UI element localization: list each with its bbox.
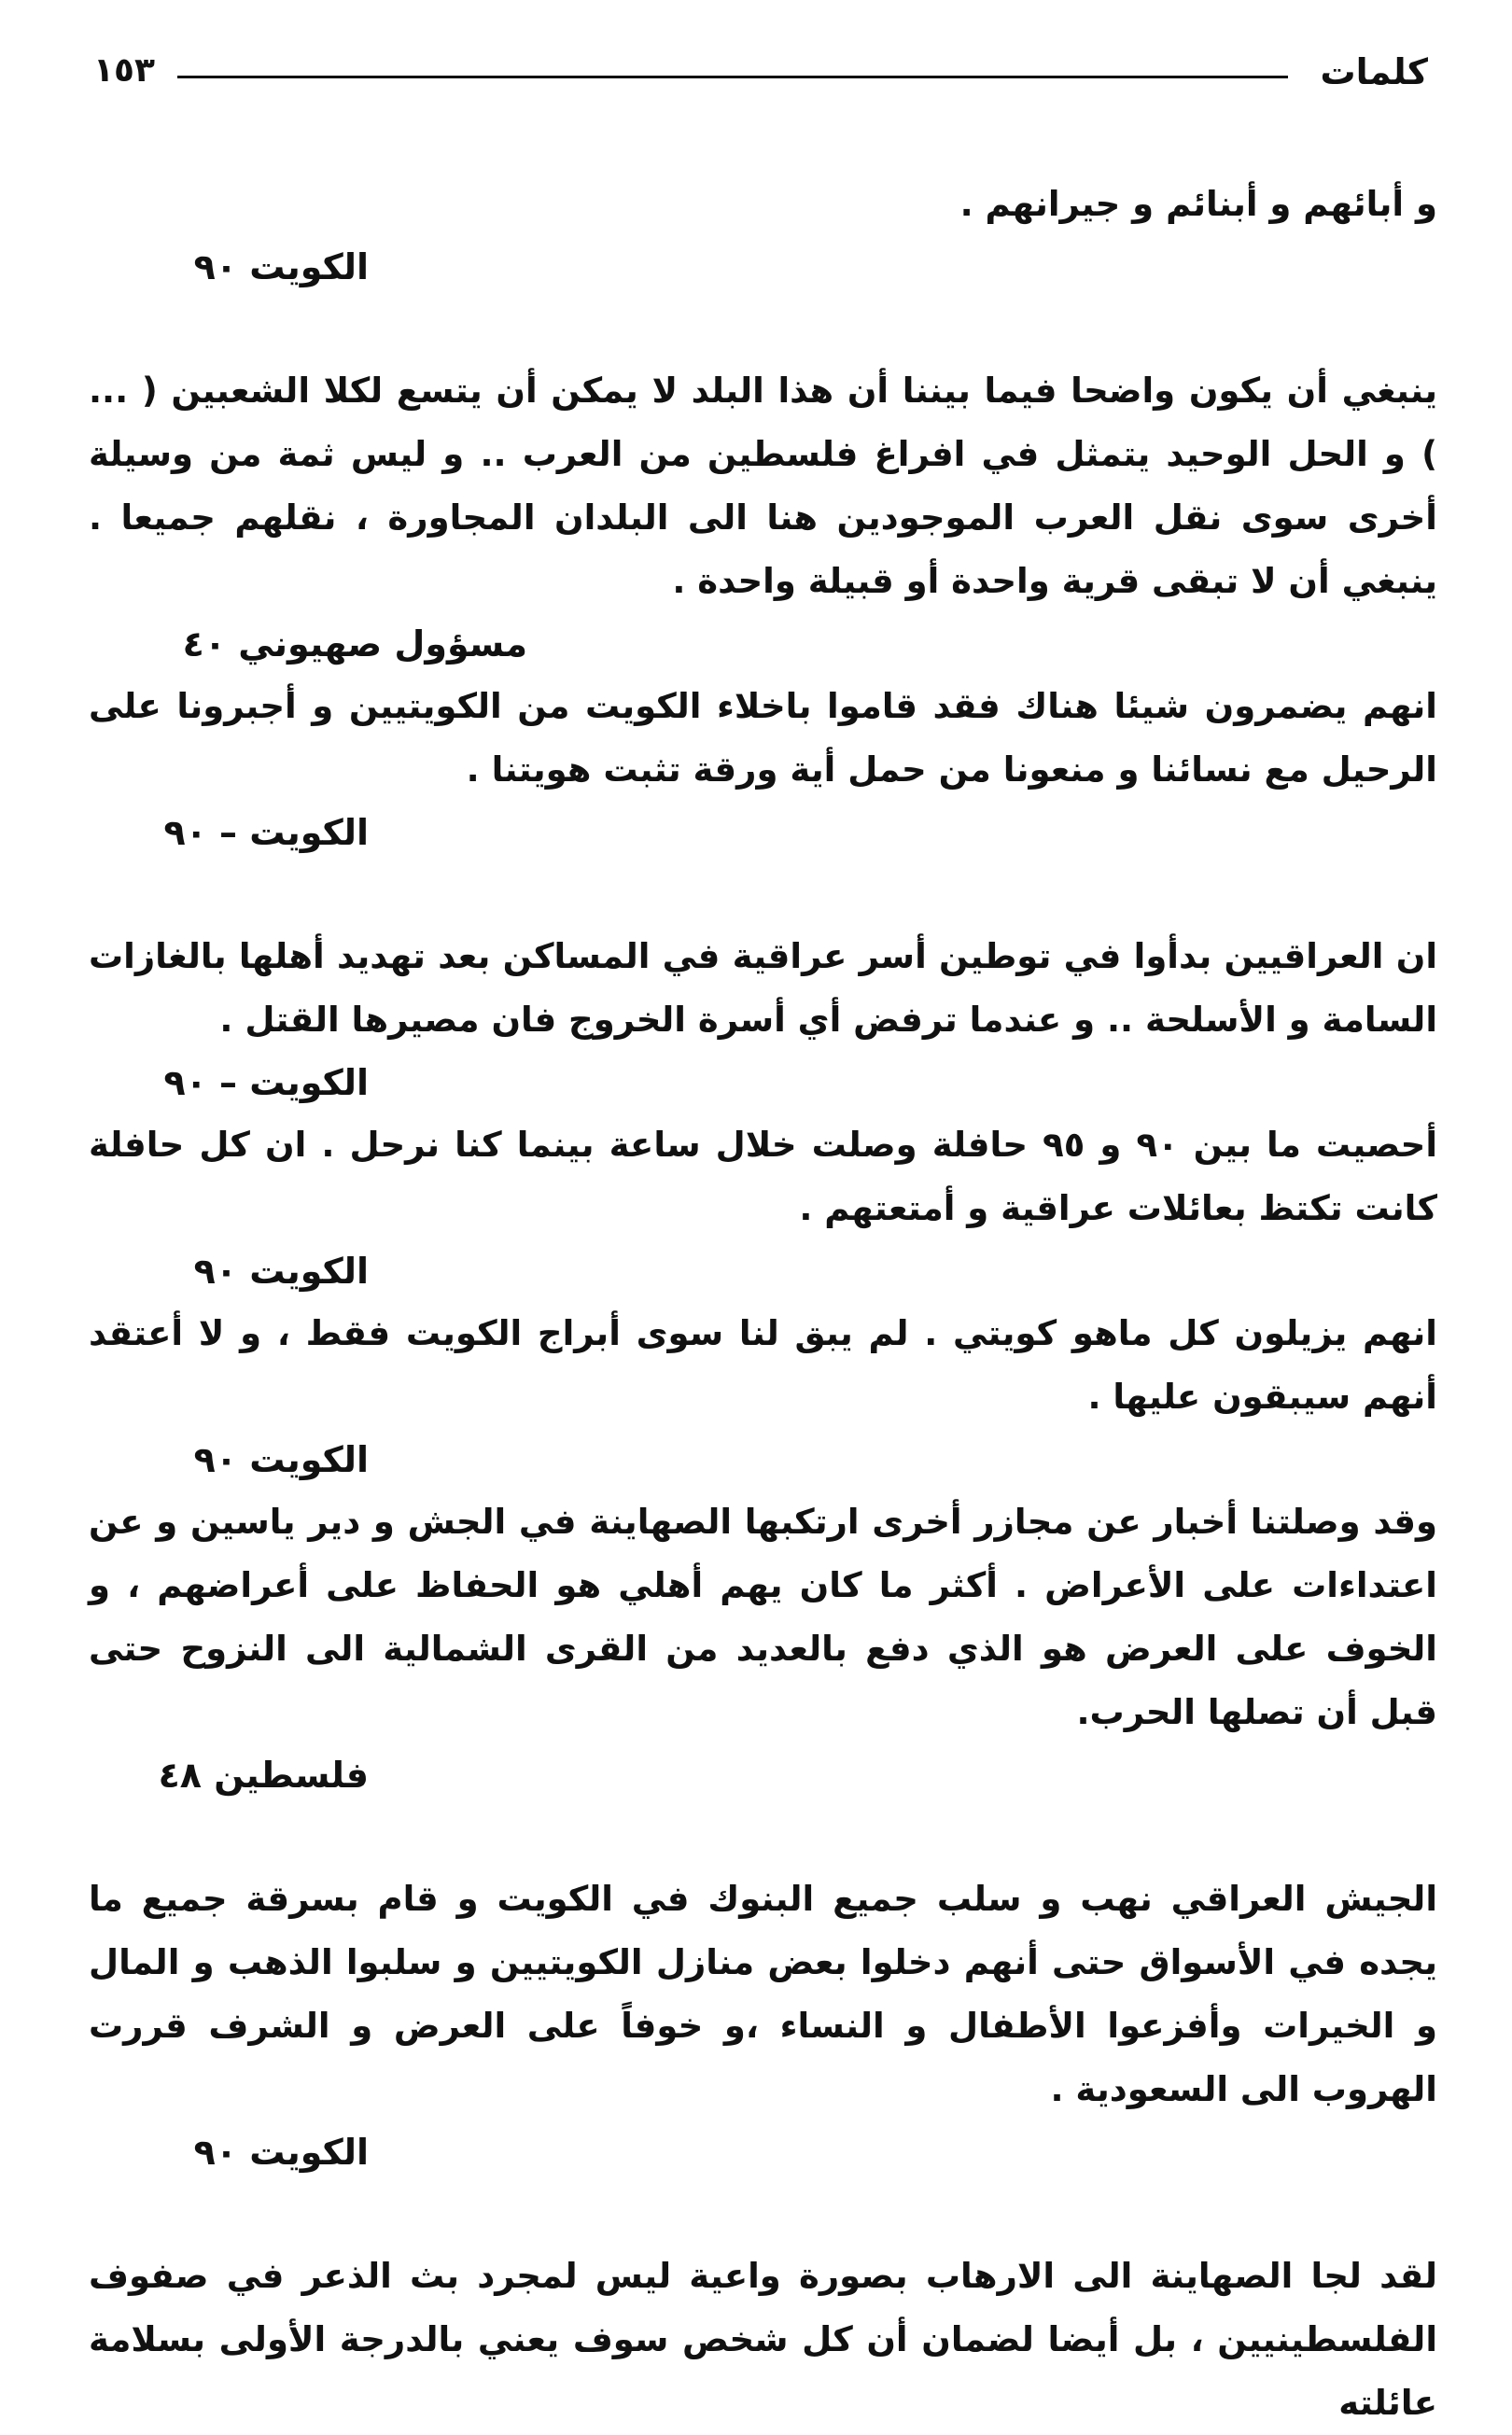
paragraph-spacer [89, 298, 1437, 359]
paragraph-spacer [89, 2183, 1437, 2245]
quote-paragraph: و أبائهم و أبنائم و جيرانهم . [959, 184, 1437, 224]
quote-source: مسؤول صهيوني ٤٠ [182, 623, 527, 665]
header-title: كلمات [1320, 51, 1428, 92]
quote-paragraph: وقد وصلتنا أخبار عن مجازر أخرى ارتكبها الصهاينة في الجش و دير ياسين و عن اعتداءات على الأعراض . أكثر ما كان يهم أهلي هو الحفاظ على أعراضهم ، و الخوف على العرض هو الذي دفع بالعديد من القرى الشمالية الى النزوح حتى قبل أن تصلها الحرب. [89, 1502, 1437, 1732]
quote-source: الكويت ٩٠ [193, 1251, 369, 1292]
quote-source: الكويت – ٩٠ [163, 1062, 369, 1103]
paragraph-spacer [89, 863, 1437, 925]
header-rule [177, 76, 1288, 78]
quote-source: الكويت – ٩٠ [163, 812, 369, 853]
quote-paragraph: انهم يزيلون كل ماهو كويتي . لم يبق لنا سوى أبراج الكويت فقط ، و لا أعتقد أنهم سيبقون عليها . [89, 1313, 1437, 1417]
quote-source: فلسطين ٤٨ [158, 1755, 369, 1796]
page-body [89, 173, 1437, 2435]
paragraph-spacer [89, 1806, 1437, 1868]
quote-paragraph: أحصيت ما بين ٩٠ و ٩٥ حافلة وصلت خلال ساعة بينما كنا نرحل . ان كل حافلة كانت تكتظ بعائلات عراقية و أمتعتهم . [89, 1125, 1437, 1228]
quote-paragraph: لقد لجا الصهاينة الى الارهاب بصورة واعية ليس لمجرد بث الذعر في صفوف الفلسطينيين ، بل أيضا لضمان أن كل شخص سوف يعني بالدرجة الأولى بسلامة عائلته [89, 2256, 1437, 2423]
quote-paragraph: ينبغي أن يكون واضحا فيما بيننا أن هذا البلد لا يمكن أن يتسع لكلا الشعبين ( ... ) و الحل الوحيد يتمثل في افراغ فلسطين من العرب .. و ليس ثمة من وسيلة أخرى سوى نقل العرب الموجودين هنا الى البلدان المجاورة ، نقلهم جميعا . ينبغي أن لا تبقى قرية واحدة أو قبيلة واحدة . [89, 371, 1437, 601]
quote-source: الكويت ٩٠ [193, 1439, 369, 1480]
quote-source: الكويت ٩٠ [193, 246, 369, 287]
quote-paragraph: الجيش العراقي نهب و سلب جميع البنوك في الكويت و قام بسرقة جميع ما يجده في الأسواق حتى أنهم دخلوا بعض منازل الكويتيين و سلبوا الذهب و المال و الخيرات وأفزعوا الأطفال و النساء ،و خوفاً على العرض و الشرف قررت الهروب الى السعودية . [89, 1879, 1437, 2109]
quote-source: الكويت ٩٠ [193, 2132, 369, 2173]
running-header [93, 51, 1428, 92]
page-number: ١٥٣ [93, 51, 155, 90]
quote-paragraph: ان العراقيين بدأوا في توطين أسر عراقية في المساكن بعد تهديد أهلها بالغازات السامة و الأسلحة .. و عندما ترفض أي أسرة الخروج فان مصيرها القتل . [89, 936, 1437, 1040]
quote-paragraph: انهم يضمرون شيئا هناك فقد قاموا باخلاء الكويت من الكويتيين و أجبرونا على الرحيل مع نسائنا و منعونا من حمل أية ورقة تثبت هويتنا . [89, 686, 1437, 790]
